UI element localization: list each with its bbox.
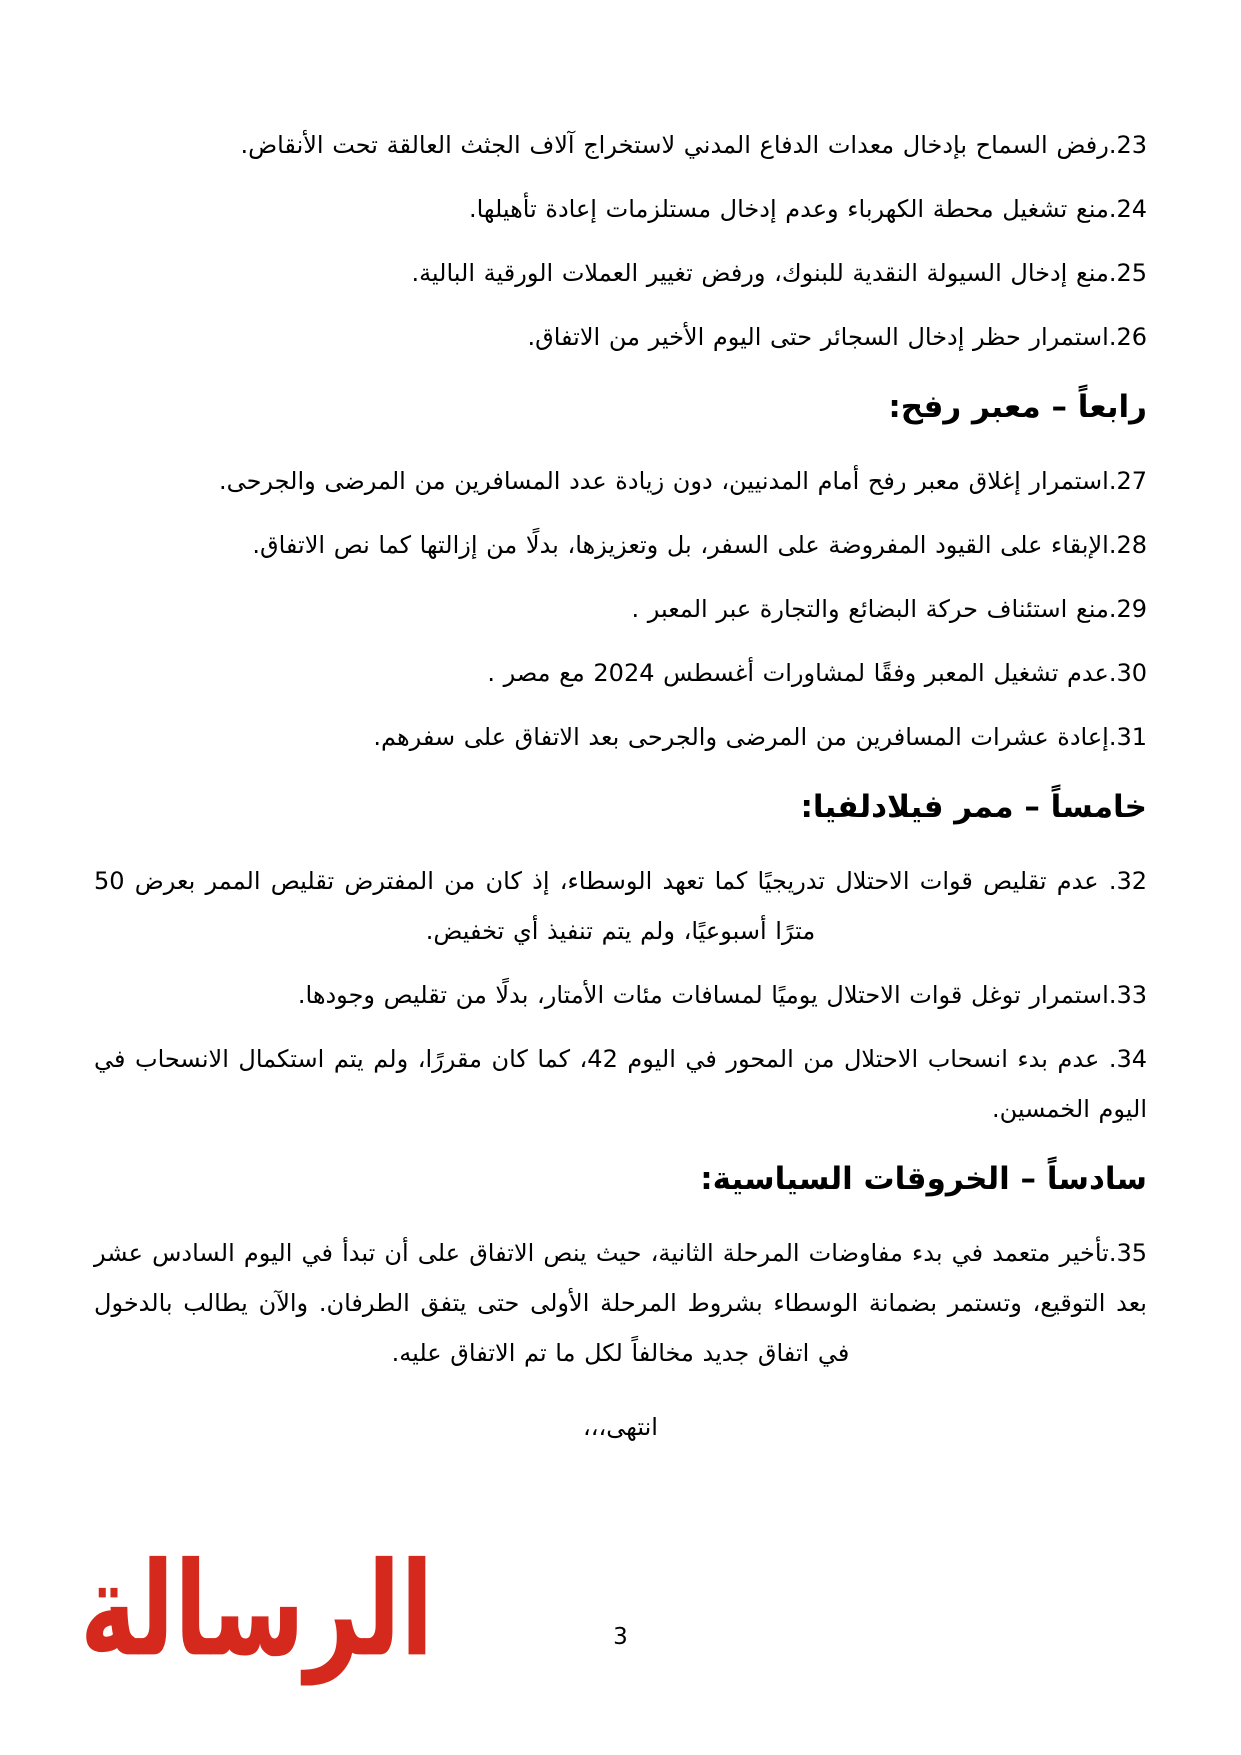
closing-mark: انتهى،،، xyxy=(583,1413,658,1441)
list-item-25: 25.منع إدخال السيولة النقدية للبنوك، ورفض تغيير العملات الورقية البالية. xyxy=(411,259,1147,287)
list-item-27: 27.استمرار إغلاق معبر رفح أمام المدنيين، دون زيادة عدد المسافرين من المرضى والجرحى. xyxy=(218,467,1147,495)
list-item-26: 26.استمرار حظر إدخال السجائر حتى اليوم الأخير من الاتفاق. xyxy=(527,323,1147,351)
document-body xyxy=(94,120,1147,1452)
list-item-31: 31.إعادة عشرات المسافرين من المرضى والجرحى بعد الاتفاق على سفرهم. xyxy=(373,723,1147,751)
list-item-24: 24.منع تشغيل محطة الكهرباء وعدم إدخال مستلزمات إعادة تأهيلها. xyxy=(468,195,1147,223)
list-item-35: 35.تأخير متعمد في بدء مفاوضات المرحلة الثانية، حيث ينص الاتفاق على أن تبدأ في اليوم السادس عشر بعد التوقيع، وتستمر بضمانة الوسطاء بشروط المرحلة الأولى حتى يتفق الطرفان. والآن يطالب بالدخول في اتفاق جديد مخالفاً لكل ما تم الاتفاق عليه. xyxy=(94,1239,1147,1367)
list-item-32: 32. عدم تقليص قوات الاحتلال تدريجيًا كما تعهد الوسطاء، إذ كان من المفترض تقليص الممر بعرض 50 مترًا أسبوعيًا، ولم يتم تنفيذ أي تخفيض. xyxy=(94,867,1147,945)
section-heading-rafah-crossing: رابعاً – معبر رفح: xyxy=(888,389,1147,425)
list-item-29: 29.منع استئناف حركة البضائع والتجارة عبر المعبر . xyxy=(631,595,1147,623)
section-heading-philadelphia-corridor: خامساً – ممر فيلادلفيا: xyxy=(800,789,1147,825)
list-item-33: 33.استمرار توغل قوات الاحتلال يوميًا لمسافات مئات الأمتار، بدلًا من تقليص وجودها. xyxy=(297,981,1147,1009)
list-item-34: 34. عدم بدء انسحاب الاحتلال من المحور في اليوم 42، كما كان مقررًا، ولم يتم استكمال الانسحاب في اليوم الخمسين. xyxy=(94,1045,1147,1123)
section-heading-political-violations: سادساً – الخروقات السياسية: xyxy=(700,1161,1147,1197)
list-item-30: 30.عدم تشغيل المعبر وفقًا لمشاورات أغسطس 2024 مع مصر . xyxy=(487,659,1147,687)
alresalah-logo: الرسالة xyxy=(80,1534,434,1686)
list-item-28: 28.الإبقاء على القيود المفروضة على السفر، بل وتعزيزها، بدلًا من إزالتها كما نص الاتفاق. xyxy=(252,531,1147,559)
page-number: 3 xyxy=(613,1624,628,1650)
list-item-23: 23.رفض السماح بإدخال معدات الدفاع المدني لاستخراج آلاف الجثث العالقة تحت الأنقاض. xyxy=(240,131,1147,159)
